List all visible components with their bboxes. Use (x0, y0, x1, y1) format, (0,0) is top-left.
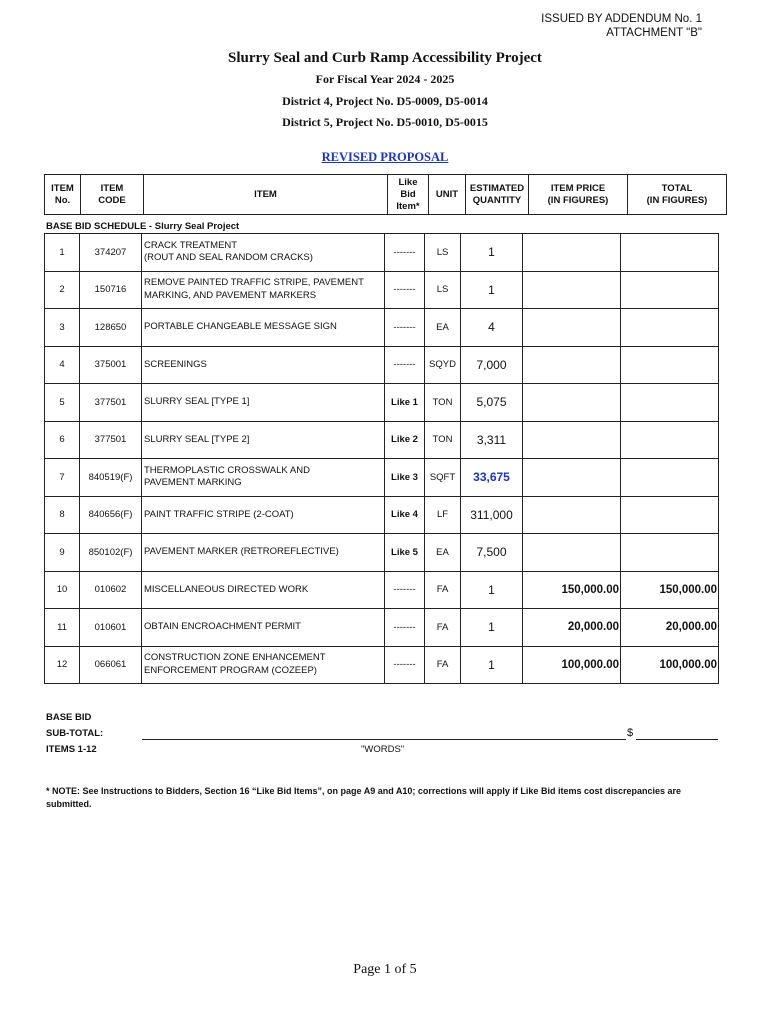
item-price-cell: 20,000.00 (523, 609, 621, 647)
dollar-sign: $ (627, 727, 634, 739)
col-unit: UNIT (429, 175, 466, 215)
col-item: ITEM (144, 175, 388, 215)
item-number: 6 (45, 421, 80, 459)
quantity-cell: 1 (461, 571, 523, 609)
quantity-cell: 7,000 (461, 346, 523, 384)
addendum-line: ISSUED BY ADDENDUM No. 1 (541, 13, 702, 25)
total-cell: 150,000.00 (621, 571, 719, 609)
item-code: 375001 (80, 346, 142, 384)
table-row (45, 571, 719, 609)
table-row (45, 609, 719, 647)
description-line: MARKING, AND PAVEMENT MARKERS (144, 289, 317, 301)
item-number: 9 (45, 534, 80, 572)
description-line: THERMOPLASTIC CROSSWALK AND (144, 464, 310, 476)
table-row (45, 346, 719, 384)
table-row (45, 384, 719, 422)
quantity-cell: 5,075 (461, 384, 523, 422)
item-price-cell[interactable] (523, 496, 621, 534)
like-bid-cell: ------- (385, 234, 425, 272)
like-bid-cell: ------- (385, 346, 425, 384)
table-row (45, 309, 719, 347)
quantity-cell: 3,311 (461, 421, 523, 459)
description-line: CRACK TREATMENT (144, 239, 238, 251)
total-cell[interactable] (621, 496, 719, 534)
description-line: PAVEMENT MARKER (RETROREFLECTIVE) (144, 546, 339, 557)
item-code: 150716 (80, 271, 142, 309)
item-price-cell[interactable] (523, 271, 621, 309)
item-description (142, 234, 385, 272)
unit-cell: SQFT (425, 459, 461, 497)
bid-items-table (44, 233, 719, 684)
item-description (142, 571, 385, 609)
item-code: 128650 (80, 309, 142, 347)
schedule-label: BASE BID SCHEDULE - Slurry Seal Project (46, 221, 240, 232)
like-bid-cell: Like 4 (385, 496, 425, 534)
description-line: MISCELLANEOUS DIRECTED WORK (144, 583, 309, 595)
table-row (45, 271, 719, 309)
item-description (142, 646, 385, 684)
unit-cell: LS (425, 234, 461, 272)
subtotal-line2: SUB-TOTAL: (46, 728, 104, 739)
description-line: PAINT TRAFFIC STRIPE (2-COAT) (144, 508, 294, 520)
table-row (45, 646, 719, 684)
bid-table-header (44, 174, 727, 215)
total-cell[interactable] (621, 346, 719, 384)
item-code: 377501 (80, 421, 142, 459)
total-cell[interactable] (621, 234, 719, 272)
col-quantity: ESTIMATED QUANTITY (466, 175, 529, 215)
total-cell[interactable] (621, 271, 719, 309)
item-code: 066061 (80, 646, 142, 684)
district-4-projects: District 4, Project No. D5-0009, D5-0014 (282, 94, 488, 108)
like-bid-cell: ------- (385, 571, 425, 609)
table-row (45, 496, 719, 534)
item-code: 850102(F) (80, 534, 142, 572)
item-code: 010602 (80, 571, 142, 609)
description-line: ENFORCEMENT PROGRAM (COZEEP) (144, 664, 317, 676)
description-line: CONSTRUCTION ZONE ENHANCEMENT (144, 652, 326, 664)
unit-cell: EA (425, 534, 461, 572)
subtotal-amount-line[interactable] (636, 739, 718, 740)
total-cell[interactable] (621, 459, 719, 497)
total-cell[interactable] (621, 309, 719, 347)
quantity-cell: 1 (461, 609, 523, 647)
subtotal-line1: BASE BID (46, 712, 92, 723)
item-number: 8 (45, 496, 80, 534)
col-item-price: ITEM PRICE (IN FIGURES) (529, 175, 628, 215)
item-price-cell[interactable] (523, 234, 621, 272)
unit-cell: LS (425, 271, 461, 309)
subtotal-line3: ITEMS 1-12 (46, 744, 97, 755)
item-price-cell[interactable] (523, 534, 621, 572)
item-description (142, 496, 385, 534)
like-bid-cell: Like 3 (385, 459, 425, 497)
item-description (142, 346, 385, 384)
like-bid-note: * NOTE: See Instructions to Bidders, Section 16 “Like Bid Items”, on page A9 and A10; corrections will apply if Like Bid items cost discrepancies are submitted. (46, 786, 682, 809)
like-bid-cell: Like 2 (385, 421, 425, 459)
unit-cell: FA (425, 609, 461, 647)
item-code: 840519(F) (80, 459, 142, 497)
quantity-cell: 4 (461, 309, 523, 347)
item-price-cell[interactable] (523, 346, 621, 384)
item-price-cell: 100,000.00 (523, 646, 621, 684)
description-line: REMOVE PAINTED TRAFFIC STRIPE, PAVEMENT (144, 277, 364, 289)
district-5-projects: District 5, Project No. D5-0010, D5-0015 (282, 115, 488, 129)
like-bid-cell: Like 1 (385, 384, 425, 422)
item-description (142, 271, 385, 309)
item-price-cell[interactable] (523, 309, 621, 347)
item-number: 12 (45, 646, 80, 684)
unit-cell: FA (425, 646, 461, 684)
unit-cell: TON (425, 421, 461, 459)
like-bid-cell: ------- (385, 309, 425, 347)
like-bid-cell: Like 5 (385, 534, 425, 572)
item-description (142, 534, 385, 572)
col-item-no: ITEM No. (45, 175, 81, 215)
description-line: OBTAIN ENCROACHMENT PERMIT (144, 621, 301, 632)
description-line: (ROUT AND SEAL RANDOM CRACKS) (144, 252, 313, 264)
total-cell: 100,000.00 (621, 646, 719, 684)
quantity-cell: 33,675 (461, 459, 523, 497)
item-number: 3 (45, 309, 80, 347)
fiscal-year: For Fiscal Year 2024 - 2025 (315, 72, 455, 86)
description-line: PAVEMENT MARKING (144, 477, 242, 489)
item-number: 11 (45, 609, 80, 647)
page-title: Slurry Seal and Curb Ramp Accessibility Project (228, 50, 542, 66)
total-cell[interactable] (621, 384, 719, 422)
col-item-code: ITEM CODE (81, 175, 144, 215)
item-code: 840656(F) (80, 496, 142, 534)
unit-cell: FA (425, 571, 461, 609)
quantity-cell: 7,500 (461, 534, 523, 572)
col-total: TOTAL (IN FIGURES) (628, 175, 727, 215)
quantity-cell: 1 (461, 234, 523, 272)
unit-cell: LF (425, 496, 461, 534)
addendum-notice (541, 12, 702, 40)
table-row (45, 459, 719, 497)
total-cell[interactable] (621, 534, 719, 572)
item-number: 4 (45, 346, 80, 384)
words-entry-line[interactable] (142, 739, 626, 740)
words-caption: "WORDS" (361, 744, 405, 755)
description-line: SLURRY SEAL [TYPE 2] (144, 433, 250, 445)
item-description (142, 421, 385, 459)
item-description (142, 384, 385, 422)
description-line: SLURRY SEAL [TYPE 1] (144, 396, 250, 407)
like-bid-cell: ------- (385, 609, 425, 647)
like-bid-cell: ------- (385, 271, 425, 309)
item-price-cell[interactable] (523, 459, 621, 497)
table-row (45, 534, 719, 572)
quantity-cell: 1 (461, 646, 523, 684)
unit-cell: SQYD (425, 346, 461, 384)
item-description (142, 309, 385, 347)
item-description (142, 459, 385, 497)
table-row (45, 421, 719, 459)
item-number: 2 (45, 271, 80, 309)
subtotal-label (46, 710, 103, 758)
item-number: 10 (45, 571, 80, 609)
item-price-cell[interactable] (523, 384, 621, 422)
revised-proposal-heading: REVISED PROPOSAL (321, 150, 449, 164)
table-row (45, 234, 719, 272)
item-description (142, 609, 385, 647)
item-code: 374207 (80, 234, 142, 272)
total-cell: 20,000.00 (621, 609, 719, 647)
item-number: 7 (45, 459, 80, 497)
page-number: Page 1 of 5 (353, 962, 417, 977)
description-line: SCREENINGS (144, 358, 207, 370)
item-code: 010601 (80, 609, 142, 647)
like-bid-cell: ------- (385, 646, 425, 684)
attachment-line: ATTACHMENT "B" (606, 27, 702, 39)
quantity-cell: 311,000 (461, 496, 523, 534)
col-like-bid: Like Bid Item* (388, 175, 429, 215)
description-line: PORTABLE CHANGEABLE MESSAGE SIGN (144, 321, 337, 332)
item-number: 5 (45, 384, 80, 422)
unit-cell: EA (425, 309, 461, 347)
total-cell[interactable] (621, 421, 719, 459)
item-code: 377501 (80, 384, 142, 422)
item-price-cell: 150,000.00 (523, 571, 621, 609)
item-price-cell[interactable] (523, 421, 621, 459)
item-number: 1 (45, 234, 80, 272)
quantity-cell: 1 (461, 271, 523, 309)
unit-cell: TON (425, 384, 461, 422)
